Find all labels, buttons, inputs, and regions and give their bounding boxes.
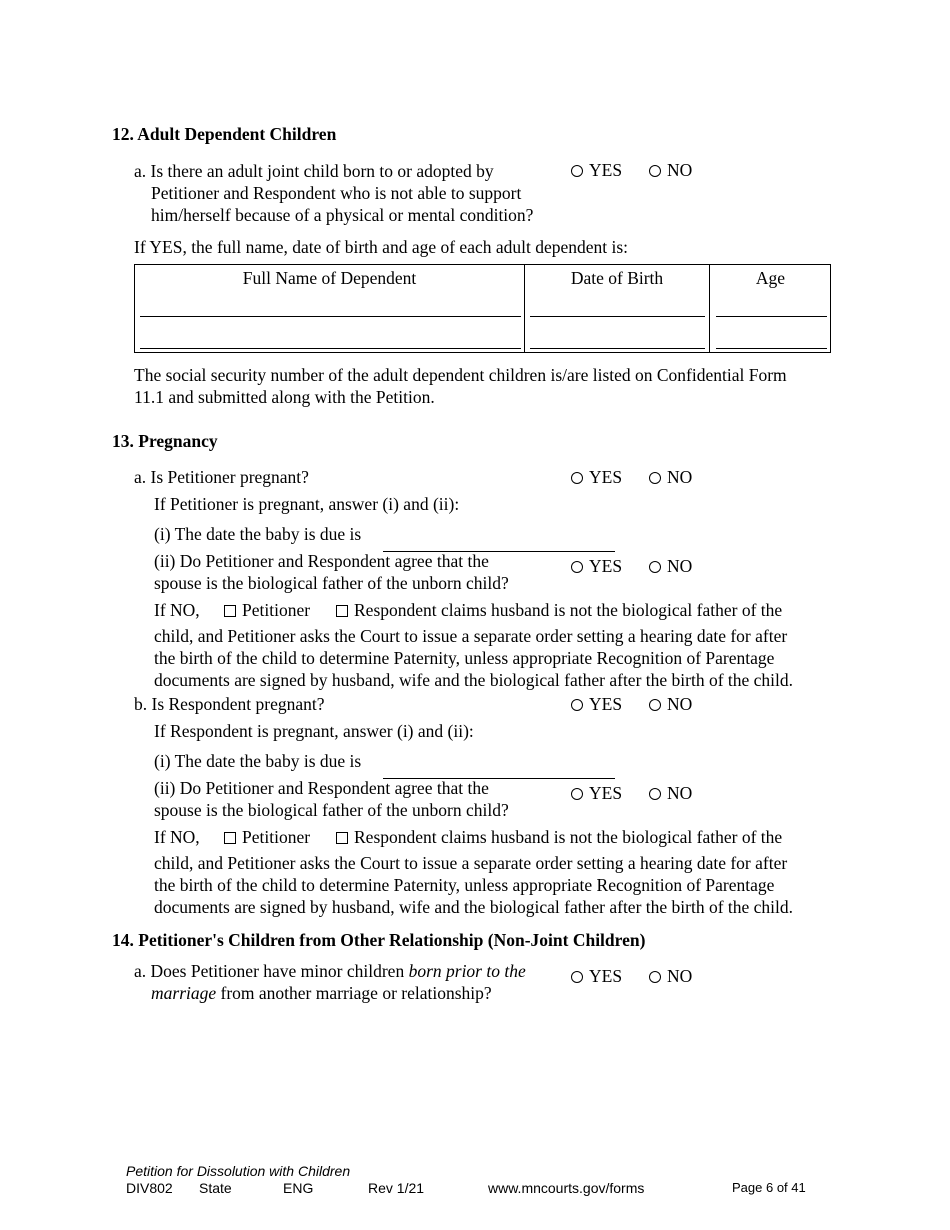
q13b-ifno-label: If NO,: [154, 827, 200, 847]
q12a-no-option[interactable]: NO: [649, 159, 692, 181]
radio-icon[interactable]: [649, 699, 661, 711]
section-12-heading: 12. Adult Dependent Children: [112, 124, 337, 144]
q13a-intro: If Petitioner is pregnant, answer (i) and (ii):: [154, 494, 460, 514]
q13b-petitioner-checkbox[interactable]: Petitioner: [224, 826, 310, 848]
q13a-para-line1: child, and Petitioner asks the Court to issue a separate order setting a hearing date for after: [154, 626, 788, 646]
adult-dependents-table: [134, 264, 831, 353]
checkbox-icon[interactable]: [224, 832, 236, 844]
radio-icon[interactable]: [649, 561, 661, 573]
q13a-respondent-checkbox[interactable]: Respondent claims husband is not the biological father of the: [336, 599, 782, 621]
q13b-yes-option[interactable]: YES: [571, 693, 622, 715]
age-entry-line-2[interactable]: [716, 348, 827, 349]
q13b-ii-line1: (ii) Do Petitioner and Respondent agree that the: [154, 778, 489, 798]
q14a-line1: a. Does Petitioner have minor children born prior to the: [134, 961, 526, 981]
q12a-line2: Petitioner and Respondent who is not able to support: [151, 183, 522, 203]
ssn-note-line1: The social security number of the adult dependent children is/are listed on Confidential Form: [134, 365, 787, 385]
dob-entry-line-2[interactable]: [530, 348, 705, 349]
q13a-para-line3: documents are signed by husband, wife and the biological father after the birth of the child.: [154, 670, 794, 690]
q14a-yes-option[interactable]: YES: [571, 965, 622, 987]
col-header-dob: Date of Birth: [570, 268, 664, 288]
checkbox-icon[interactable]: [224, 605, 236, 617]
q13a-para-line2: the birth of the child to determine Paternity, unless appropriate Recognition of Parentage: [154, 648, 775, 668]
footer-revision: Rev 1/21: [368, 1180, 425, 1196]
footer-language: ENG: [283, 1180, 314, 1196]
radio-icon[interactable]: [649, 472, 661, 484]
if-yes-text: If YES, the full name, date of birth and age of each adult dependent is:: [134, 237, 629, 257]
col-header-age: Age: [755, 268, 786, 288]
radio-icon[interactable]: [649, 788, 661, 800]
q13a-petitioner-checkbox[interactable]: Petitioner: [224, 599, 310, 621]
q13b-intro: If Respondent is pregnant, answer (i) and (ii):: [154, 721, 474, 741]
q13b-para-line3: documents are signed by husband, wife and the biological father after the birth of the child.: [154, 897, 794, 917]
radio-icon[interactable]: [649, 971, 661, 983]
footer-url[interactable]: www.mncourts.gov/forms: [488, 1180, 645, 1196]
radio-icon[interactable]: [571, 971, 583, 983]
q13b-ii-yes-option[interactable]: YES: [571, 782, 622, 804]
dob-entry-line-1[interactable]: [530, 316, 705, 317]
radio-icon[interactable]: [571, 699, 583, 711]
q13a: a. Is Petitioner pregnant?: [134, 467, 309, 487]
radio-icon[interactable]: [571, 472, 583, 484]
checkbox-icon[interactable]: [336, 605, 348, 617]
name-entry-line-2[interactable]: [140, 348, 521, 349]
ssn-note-line2: 11.1 and submitted along with the Petition.: [134, 387, 435, 407]
radio-icon[interactable]: [571, 788, 583, 800]
section-13-heading: 13. Pregnancy: [112, 431, 218, 451]
q13b-respondent-checkbox[interactable]: Respondent claims husband is not the biological father of the: [336, 826, 782, 848]
q13b-ii-no-option[interactable]: NO: [649, 782, 692, 804]
q13b: b. Is Respondent pregnant?: [134, 694, 325, 714]
q13a-yes-option[interactable]: YES: [571, 466, 622, 488]
q13b-i: (i) The date the baby is due is: [154, 751, 362, 771]
col-header-name: Full Name of Dependent: [242, 268, 417, 288]
q12a-line3: him/herself because of a physical or mental condition?: [151, 205, 534, 225]
q13b-para-line1: child, and Petitioner asks the Court to issue a separate order setting a hearing date for after: [154, 853, 788, 873]
q13a-ifno-label: If NO,: [154, 600, 200, 620]
q13a-ii-yes-option[interactable]: YES: [571, 555, 622, 577]
q14a-line2: marriage from another marriage or relationship?: [151, 983, 492, 1003]
footer-form-number: DIV802: [126, 1180, 173, 1196]
checkbox-icon[interactable]: [336, 832, 348, 844]
q13a-i: (i) The date the baby is due is: [154, 524, 362, 544]
q13a-ii-no-option[interactable]: NO: [649, 555, 692, 577]
radio-icon[interactable]: [571, 165, 583, 177]
q12a-line1: a. Is there an adult joint child born to or adopted by: [134, 161, 494, 181]
name-entry-line-1[interactable]: [140, 316, 521, 317]
footer-title: Petition for Dissolution with Children: [126, 1163, 351, 1179]
radio-icon[interactable]: [571, 561, 583, 573]
q13b-ii-line2: spouse is the biological father of the unborn child?: [154, 800, 509, 820]
q13a-no-option[interactable]: NO: [649, 466, 692, 488]
q13a-ii-line1: (ii) Do Petitioner and Respondent agree that the: [154, 551, 489, 571]
section-14-heading: 14. Petitioner's Children from Other Relationship (Non-Joint Children): [112, 930, 646, 950]
radio-icon[interactable]: [649, 165, 661, 177]
q13a-ii-line2: spouse is the biological father of the unborn child?: [154, 573, 509, 593]
q13b-no-option[interactable]: NO: [649, 693, 692, 715]
q14a-no-option[interactable]: NO: [649, 965, 692, 987]
footer-state: State: [199, 1180, 232, 1196]
age-entry-line-1[interactable]: [716, 316, 827, 317]
q13b-para-line2: the birth of the child to determine Paternity, unless appropriate Recognition of Parentage: [154, 875, 775, 895]
footer-page-number: Page 6 of 41: [732, 1180, 806, 1195]
q12a-yes-option[interactable]: YES: [571, 159, 622, 181]
